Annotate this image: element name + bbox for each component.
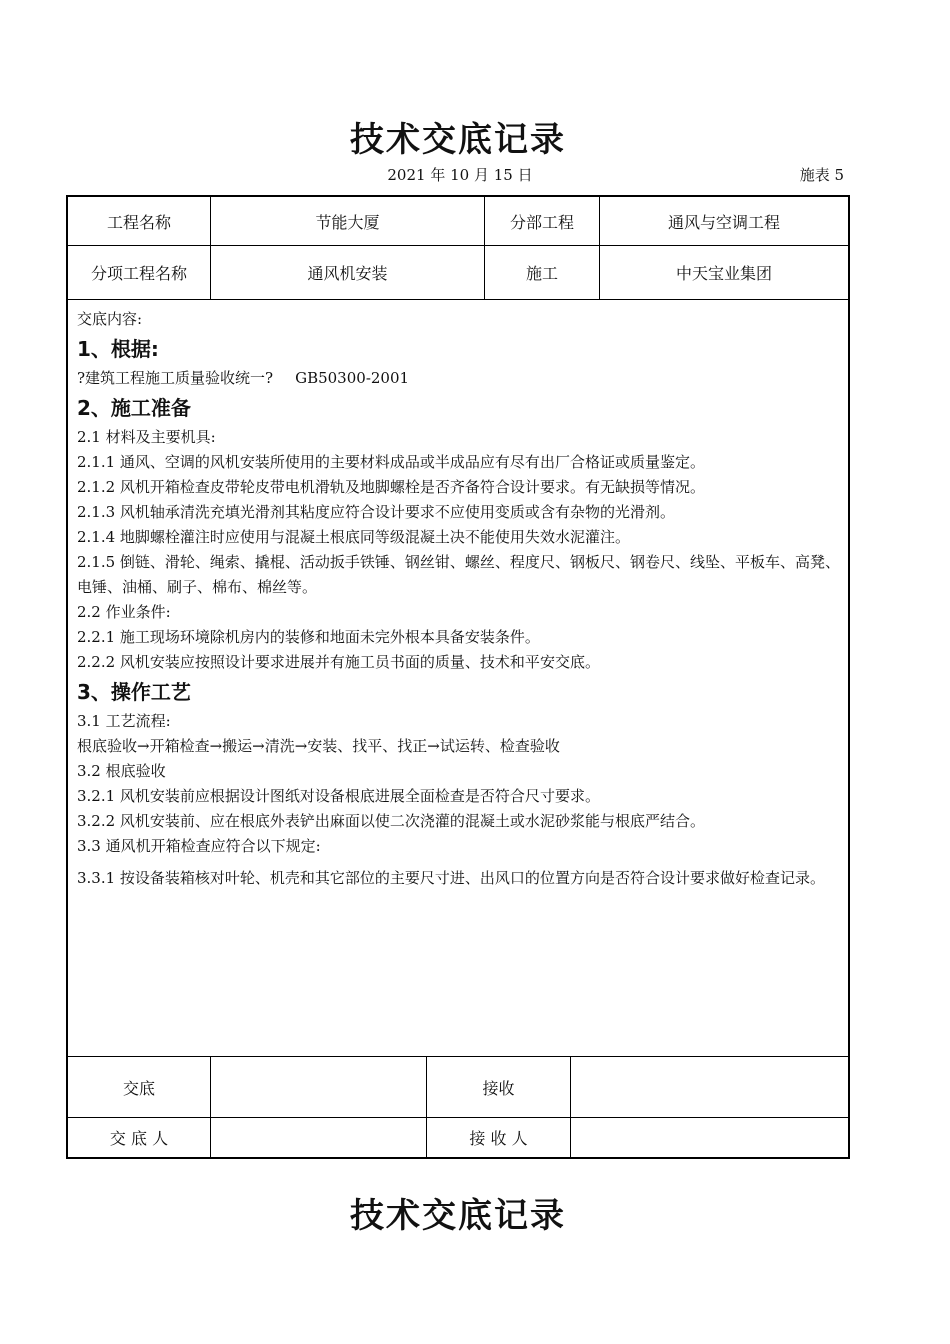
- handover-label: 交底: [68, 1057, 211, 1117]
- process-flow: 根底验收→开箱检查→搬运→清洗→安装、找平、找正→试运转、检查验收: [77, 737, 560, 755]
- record-sheet: [66, 195, 850, 1159]
- reference-line: [77, 366, 840, 391]
- section-2-line: 2.1.5 倒链、滑轮、绳索、撬棍、活动扳手铁锤、钢丝钳、螺丝、程度尺、钢板尺、钢卷尺、线坠、平板车、高凳、电锤、油桶、刷子、棉布、棉丝等。: [77, 553, 840, 596]
- section-2-line: 2.1.4 地脚螺栓灌注时应使用与混凝土根底同等级混凝土决不能使用失效水泥灌注。: [77, 528, 630, 546]
- handover-content: [68, 299, 848, 1057]
- section-3-heading: 3、操作工艺: [77, 680, 191, 704]
- handover-row: [68, 1057, 848, 1118]
- section-3-line: 3.1 工艺流程:: [77, 712, 171, 730]
- subitem-value: 通风机安装: [211, 245, 485, 299]
- project-name-value: 节能大厦: [211, 197, 485, 245]
- section-3-line: 3.2.1 风机安装前应根据设计图纸对设备根底进展全面检查是否符合尺寸要求。: [77, 787, 600, 805]
- section-3-line: 3.2 根底验收: [77, 762, 166, 780]
- handover-person-field[interactable]: [211, 1117, 427, 1157]
- section-1-heading: 1、根据:: [77, 337, 159, 361]
- section-2-line: 2.1.1 通风、空调的风机安装所使用的主要材料成品或半成品应有尽有出厂合格证或质量鉴定。: [77, 453, 705, 471]
- construction-label: 施工: [485, 245, 600, 299]
- section-2-line: 2.2.2 风机安装应按照设计要求进展并有施工员书面的质量、技术和平安交底。: [77, 653, 600, 671]
- section-2-heading: 2、施工准备: [77, 396, 191, 420]
- record-date: 2021 年 10 月 15 日: [387, 166, 533, 184]
- content-intro: 交底内容:: [77, 310, 143, 328]
- section-3-line: 3.2.2 风机安装前、应在根底外表铲出麻面以使二次浇灌的混凝土或水泥砂浆能与根底严结合。: [77, 812, 705, 830]
- division-value: 通风与空调工程: [667, 212, 780, 232]
- section-2-line: 2.2 作业条件:: [77, 603, 171, 621]
- section-2-line: 2.1 材料及主要机具:: [77, 428, 216, 446]
- section-2-line: 2.2.1 施工现场环境除机房内的装修和地面未完外根本具备安装条件。: [77, 628, 540, 646]
- form-number: 施表 5: [799, 166, 844, 184]
- section-2-line: 2.1.3 风机轴承清洗充填光滑剂其粘度应符合设计要求不应使用变质或含有杂物的光滑剂。: [77, 503, 675, 521]
- project-row: [68, 197, 848, 246]
- document-title: 技术交底记录: [350, 120, 566, 160]
- receive-label: 接收: [427, 1057, 571, 1117]
- subitem-label: 分项工程名称: [68, 245, 211, 299]
- division-label: 分部工程: [485, 197, 600, 245]
- project-name-label: 工程名称: [68, 197, 211, 245]
- reference-code: GB50300-2001: [295, 369, 410, 387]
- next-page-title: 技术交底记录: [350, 1196, 566, 1236]
- receive-person-label: 接 收 人: [427, 1117, 571, 1157]
- receive-person-field[interactable]: [571, 1117, 848, 1157]
- section-3-line: 3.3 通风机开箱检查应符合以下规定:: [77, 837, 321, 855]
- section-2-line: 2.1.2 风机开箱检查皮带轮皮带电机滑轨及地脚螺栓是否齐备符合设计要求。有无缺损等情况。: [77, 478, 705, 496]
- reference-standard: ?建筑工程施工质量验收统一?: [77, 369, 274, 387]
- handover-field[interactable]: [211, 1057, 427, 1117]
- section-3-last-line: 3.3.1 按设备装箱核对叶轮、机壳和其它部位的主要尺寸进、出风口的位置方向是否符合设计要求做好检查记录。: [77, 869, 825, 887]
- receive-field[interactable]: [571, 1057, 848, 1117]
- handover-person-label: 交 底 人: [68, 1117, 211, 1157]
- subitem-row: [68, 245, 848, 300]
- persons-row: [68, 1117, 848, 1157]
- construction-value: 中天宝业集团: [675, 263, 772, 283]
